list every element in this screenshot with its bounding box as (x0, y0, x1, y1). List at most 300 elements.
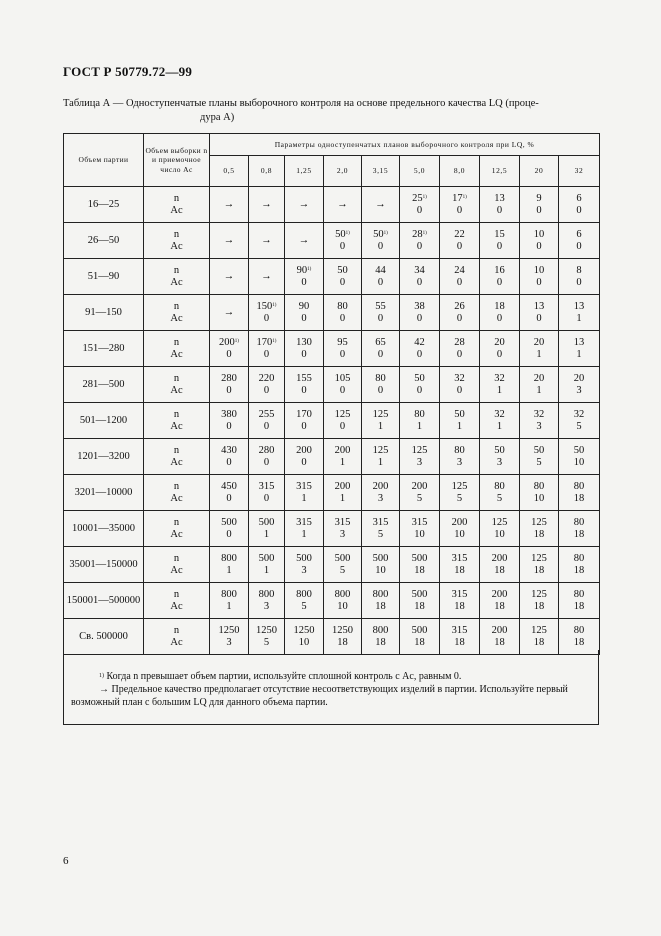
n-ac-label-cell (144, 403, 210, 439)
label-ac: Ac (170, 492, 183, 504)
plan-cell (559, 295, 600, 331)
sample-size-n: 20 (494, 336, 505, 348)
party-size-cell: Св. 500000 (64, 619, 144, 655)
sample-size-n: 255 (258, 408, 275, 420)
plan-cell (324, 583, 362, 619)
plan-cell (480, 547, 520, 583)
acceptance-number-ac: 0 (377, 348, 384, 360)
label-ac: Ac (170, 276, 183, 288)
acceptance-number-ac: 10 (414, 528, 425, 540)
plan-cell (520, 259, 559, 295)
plan-cell (559, 223, 600, 259)
n-ac-label-cell (144, 439, 210, 475)
lq-value-header: 12,5 (480, 156, 520, 187)
acceptance-number-ac: 5 (576, 420, 582, 432)
footnote-mark: 1) (99, 673, 104, 679)
plan-cell (559, 547, 600, 583)
acceptance-number-ac: 0 (226, 348, 232, 360)
acceptance-number-ac: 0 (416, 240, 423, 252)
sample-size-n: 20 (533, 372, 545, 384)
sample-size-n: 170 (256, 336, 273, 348)
acceptance-number-ac: 0 (416, 348, 423, 360)
plan-cell (400, 439, 440, 475)
plan-cell (559, 403, 600, 439)
label-ac: Ac (170, 348, 183, 360)
acceptance-number-ac: 0 (263, 456, 270, 468)
sample-size-n: 150 (256, 300, 273, 312)
plan-cell (210, 295, 249, 331)
arrow-icon: → (261, 234, 272, 246)
acceptance-number-ac: 18 (454, 564, 465, 576)
plan-cell (249, 223, 285, 259)
plan-cell (480, 331, 520, 367)
sample-size-n: 220 (258, 372, 275, 384)
label-n: n (173, 480, 180, 492)
arrow-icon: → (223, 198, 235, 210)
sample-size-n: 24 (454, 264, 465, 276)
plan-cell (400, 547, 440, 583)
acceptance-number-ac: 18 (573, 600, 585, 612)
plan-cell (324, 187, 362, 223)
table-row (64, 583, 600, 619)
plan-cell (285, 331, 324, 367)
sample-size-n: 500 (296, 552, 312, 564)
plan-cell (559, 331, 600, 367)
sample-size-n: 34 (414, 264, 425, 276)
plan-cell (249, 475, 285, 511)
sample-size-n: 315 (451, 624, 468, 636)
sample-size-n: 500 (334, 552, 351, 564)
plan-cell (362, 295, 400, 331)
sample-size-n: 125 (531, 516, 547, 528)
col-header-party: Объем партии (64, 134, 144, 187)
plan-cell (362, 439, 400, 475)
acceptance-number-ac: 1 (576, 348, 582, 360)
acceptance-number-ac: 0 (536, 204, 542, 216)
sample-size-n: 22 (454, 228, 465, 240)
table-row (64, 403, 600, 439)
arrow-icon: → (223, 306, 235, 318)
plan-cell (362, 223, 400, 259)
footnote-ref: 1) (383, 230, 388, 236)
label-n: n (173, 624, 180, 636)
table-row (64, 259, 600, 295)
acceptance-number-ac: 1 (301, 528, 307, 540)
lq-value-header: 3,15 (362, 156, 400, 187)
acceptance-number-ac: 3 (226, 636, 232, 648)
plan-cell (520, 511, 559, 547)
acceptance-number-ac: 18 (573, 564, 585, 576)
plan-cell (520, 403, 559, 439)
acceptance-number-ac: 0 (456, 384, 463, 396)
acceptance-number-ac: 10 (298, 636, 310, 648)
acceptance-number-ac: 0 (263, 384, 270, 396)
sample-size-n: 65 (375, 336, 386, 348)
plan-cell (480, 583, 520, 619)
sample-size-n: 1250 (293, 624, 315, 636)
col-header-params: Параметры одноступенчатых планов выборочного контроля при LQ, % (210, 134, 600, 156)
acceptance-number-ac: 1 (377, 456, 384, 468)
sample-size-n: 32 (494, 372, 505, 384)
n-ac-label-cell (144, 583, 210, 619)
sample-size-n: 50 (373, 228, 384, 240)
sample-size-n: 6 (576, 228, 582, 240)
acceptance-number-ac: 18 (533, 636, 545, 648)
sample-size-n: 18 (494, 300, 505, 312)
plan-cell (324, 547, 362, 583)
sample-size-n: 55 (375, 300, 386, 312)
sample-size-n: 200 (451, 516, 468, 528)
sample-size-n: 125 (411, 444, 428, 456)
sample-size-n: 200 (372, 480, 389, 492)
party-size-cell: 26—50 (64, 223, 144, 259)
acceptance-number-ac: 0 (339, 384, 346, 396)
table-row (64, 223, 600, 259)
acceptance-number-ac: 3 (456, 456, 463, 468)
label-n: n (173, 516, 180, 528)
acceptance-number-ac: 0 (339, 276, 346, 288)
sample-size-n: 32 (573, 408, 585, 420)
acceptance-number-ac: 10 (375, 564, 386, 576)
acceptance-number-ac: 10 (337, 600, 348, 612)
sample-size-n: 80 (573, 552, 585, 564)
sample-size-n: 1250 (256, 624, 277, 636)
sample-size-n: 800 (334, 588, 351, 600)
acceptance-number-ac: 0 (377, 240, 384, 252)
arrow-icon: → (375, 198, 386, 210)
label-n: n (173, 444, 180, 456)
n-ac-label-cell (144, 295, 210, 331)
sample-size-n: 80 (494, 480, 505, 492)
sample-size-n: 32 (533, 408, 545, 420)
plan-cell (285, 475, 324, 511)
arrow-icon: → (261, 270, 272, 282)
acceptance-number-ac: 0 (263, 492, 270, 504)
plan-cell (249, 331, 285, 367)
label-n: n (173, 408, 180, 420)
n-ac-label-cell (144, 547, 210, 583)
plan-cell (480, 511, 520, 547)
sample-size-n: 125 (372, 408, 389, 420)
lq-value-header: 2,0 (324, 156, 362, 187)
sample-size-n: 32 (454, 372, 465, 384)
acceptance-number-ac: 10 (494, 528, 505, 540)
sample-size-n: 90 (298, 300, 310, 312)
label-n: n (173, 192, 180, 204)
acceptance-number-ac: 10 (573, 456, 585, 468)
sample-size-n: 13 (573, 300, 585, 312)
sample-size-n: 315 (334, 516, 351, 528)
sample-size-n: 200 (491, 552, 508, 564)
acceptance-number-ac: 5 (416, 492, 423, 504)
acceptance-number-ac: 3 (536, 420, 542, 432)
table-row (64, 547, 600, 583)
plan-cell (400, 583, 440, 619)
sample-size-n: 80 (573, 588, 585, 600)
party-size-cell: 35001—150000 (64, 547, 144, 583)
sample-size-n: 50 (533, 444, 545, 456)
sample-size-n: 26 (454, 300, 465, 312)
acceptance-number-ac: 0 (226, 456, 232, 468)
sample-size-n: 800 (296, 588, 312, 600)
plan-cell (249, 547, 285, 583)
sample-size-n: 44 (375, 264, 386, 276)
sample-size-n: 280 (221, 372, 237, 384)
plan-cell (559, 583, 600, 619)
footnote-ref: 1) (422, 194, 427, 200)
sample-size-n: 1250 (218, 624, 240, 636)
acceptance-number-ac: 0 (536, 276, 542, 288)
acceptance-number-ac: 0 (339, 312, 346, 324)
arrow-icon: → (223, 234, 235, 246)
plan-cell (285, 583, 324, 619)
acceptance-number-ac: 18 (375, 600, 386, 612)
caption-line-1: Таблица А — Одноступенчатые планы выборочного контроля на основе предельного качества LQ (проце- (63, 98, 539, 109)
acceptance-number-ac: 0 (377, 312, 384, 324)
n-ac-label-cell (144, 331, 210, 367)
acceptance-number-ac: 18 (573, 636, 585, 648)
plan-cell (440, 547, 480, 583)
sample-size-n: 90 (296, 264, 308, 276)
acceptance-number-ac: 18 (533, 600, 545, 612)
footnote-ref: 1) (234, 338, 239, 344)
plan-cell (520, 295, 559, 331)
acceptance-number-ac: 1 (456, 420, 463, 432)
acceptance-number-ac: 1 (496, 420, 503, 432)
plan-cell (249, 403, 285, 439)
acceptance-number-ac: 0 (301, 384, 307, 396)
sample-size-n: 315 (451, 552, 468, 564)
acceptance-number-ac: 5 (456, 492, 463, 504)
acceptance-number-ac: 0 (226, 384, 232, 396)
lq-value-header: 32 (559, 156, 600, 187)
sample-size-n: 800 (372, 624, 389, 636)
plan-cell (249, 259, 285, 295)
acceptance-number-ac: 3 (263, 600, 270, 612)
plan-cell (480, 295, 520, 331)
acceptance-number-ac: 0 (496, 312, 503, 324)
acceptance-number-ac: 3 (339, 528, 346, 540)
acceptance-number-ac: 0 (456, 276, 463, 288)
table-row (64, 295, 600, 331)
plan-cell (559, 511, 600, 547)
sample-size-n: 50 (494, 444, 505, 456)
plan-cell (440, 403, 480, 439)
sample-size-n: 9 (536, 192, 542, 204)
n-ac-label-cell (144, 367, 210, 403)
acceptance-number-ac: 0 (226, 528, 232, 540)
sample-size-n: 170 (296, 408, 312, 420)
sample-size-n: 130 (296, 336, 312, 348)
sample-size-n: 155 (296, 372, 312, 384)
acceptance-number-ac: 0 (576, 276, 582, 288)
sample-size-n: 80 (573, 480, 585, 492)
plan-cell (520, 439, 559, 475)
plan-cell (520, 367, 559, 403)
arrow-icon: → (261, 198, 272, 210)
plan-cell (324, 331, 362, 367)
sample-size-n: 80 (454, 444, 465, 456)
plan-cell (480, 187, 520, 223)
acceptance-number-ac: 18 (573, 492, 585, 504)
plan-cell (362, 511, 400, 547)
plan-cell (440, 583, 480, 619)
plan-cell (249, 583, 285, 619)
plan-cell (210, 511, 249, 547)
label-ac: Ac (170, 456, 183, 468)
footnote-1-text: Когда n превышает объем партии, используйте сплошной контроль с Ac, равным 0. (106, 671, 462, 682)
plan-cell (285, 439, 324, 475)
acceptance-number-ac: 0 (377, 384, 384, 396)
sample-size-n: 6 (576, 192, 582, 204)
plan-cell (480, 223, 520, 259)
plan-cell (400, 187, 440, 223)
acceptance-number-ac: 0 (339, 240, 346, 252)
acceptance-number-ac: 18 (573, 528, 585, 540)
acceptance-number-ac: 0 (301, 348, 307, 360)
plan-cell (440, 475, 480, 511)
plan-cell (210, 367, 249, 403)
plan-cell (559, 187, 600, 223)
plan-cell (324, 511, 362, 547)
sample-size-n: 125 (531, 552, 547, 564)
lq-value-header: 8,0 (440, 156, 480, 187)
plan-cell (285, 403, 324, 439)
arrow-icon: → (298, 234, 310, 246)
lq-value-header: 20 (520, 156, 559, 187)
acceptance-number-ac: 18 (454, 600, 465, 612)
plan-cell (324, 367, 362, 403)
sample-size-n: 280 (258, 444, 275, 456)
plan-cell (362, 583, 400, 619)
sample-size-n: 125 (531, 624, 547, 636)
acceptance-number-ac: 0 (416, 384, 423, 396)
plan-cell (400, 403, 440, 439)
footnote-ref: 1) (307, 266, 312, 272)
footnote-ref: 1) (272, 302, 277, 308)
label-ac: Ac (170, 240, 183, 252)
footnote-ref: 1) (345, 230, 350, 236)
page-number: 6 (63, 855, 69, 867)
party-size-cell: 151—280 (64, 331, 144, 367)
acceptance-number-ac: 18 (494, 636, 505, 648)
acceptance-number-ac: 1 (301, 492, 307, 504)
plan-cell (285, 511, 324, 547)
plan-cell (520, 331, 559, 367)
sample-size-n: 315 (258, 480, 275, 492)
plan-cell (324, 295, 362, 331)
plan-cell (480, 367, 520, 403)
acceptance-number-ac: 5 (377, 528, 384, 540)
plan-cell (210, 403, 249, 439)
n-ac-label-cell (144, 223, 210, 259)
table-row (64, 367, 600, 403)
acceptance-number-ac: 0 (496, 276, 503, 288)
party-size-cell: 150001—500000 (64, 583, 144, 619)
acceptance-number-ac: 5 (263, 636, 270, 648)
acceptance-number-ac: 0 (226, 420, 232, 432)
plan-cell (285, 187, 324, 223)
label-n: n (173, 372, 180, 384)
lq-value-header: 0,8 (249, 156, 285, 187)
plan-cell (324, 439, 362, 475)
acceptance-number-ac: 5 (536, 456, 542, 468)
party-size-cell: 281—500 (64, 367, 144, 403)
acceptance-number-ac: 0 (301, 312, 307, 324)
label-ac: Ac (170, 636, 183, 648)
sample-size-n: 1250 (332, 624, 353, 636)
sample-size-n: 500 (411, 588, 428, 600)
acceptance-number-ac: 1 (496, 384, 503, 396)
plan-cell (400, 259, 440, 295)
n-ac-label-cell (144, 511, 210, 547)
party-size-cell: 1201—3200 (64, 439, 144, 475)
footnote-1 (71, 670, 591, 683)
acceptance-number-ac: 18 (494, 564, 505, 576)
sample-size-n: 80 (375, 372, 386, 384)
plan-cell (210, 439, 249, 475)
plan-cell (400, 295, 440, 331)
plan-cell (559, 439, 600, 475)
lq-value-header: 5,0 (400, 156, 440, 187)
plan-cell (440, 331, 480, 367)
plan-cell (210, 223, 249, 259)
party-size-cell: 91—150 (64, 295, 144, 331)
label-n: n (173, 588, 180, 600)
sample-size-n: 315 (411, 516, 428, 528)
sample-size-n: 200 (411, 480, 428, 492)
sample-size-n: 125 (334, 408, 351, 420)
sample-size-n: 80 (414, 408, 425, 420)
acceptance-number-ac: 0 (496, 240, 503, 252)
sample-size-n: 500 (258, 552, 275, 564)
acceptance-number-ac: 0 (301, 420, 307, 432)
plan-cell (210, 187, 249, 223)
label-n: n (173, 336, 180, 348)
plan-cell (249, 367, 285, 403)
acceptance-number-ac: 1 (536, 348, 542, 360)
plan-cell (440, 367, 480, 403)
sample-size-n: 450 (221, 480, 237, 492)
table-row (64, 439, 600, 475)
footnote-2: → Предельное качество предполагает отсутствие несоответствующих изделий в партии. Используйте первый возможный план с большим LQ для данного объема партии. (71, 684, 568, 708)
acceptance-number-ac: 3 (416, 456, 423, 468)
plan-cell (324, 259, 362, 295)
plan-cell (362, 331, 400, 367)
acceptance-number-ac: 0 (456, 312, 463, 324)
plan-cell (400, 223, 440, 259)
table-caption (63, 97, 598, 125)
acceptance-number-ac: 18 (414, 636, 425, 648)
plan-cell (285, 223, 324, 259)
label-ac: Ac (170, 420, 183, 432)
plan-cell (520, 475, 559, 511)
label-ac: Ac (170, 528, 183, 540)
acceptance-number-ac: 1 (226, 564, 232, 576)
sample-size-n: 42 (414, 336, 425, 348)
acceptance-number-ac: 1 (339, 456, 346, 468)
plan-cell (520, 223, 559, 259)
table-row (64, 187, 600, 223)
acceptance-number-ac: 0 (416, 276, 423, 288)
sample-size-n: 50 (335, 228, 346, 240)
sample-size-n: 800 (258, 588, 275, 600)
acceptance-number-ac: 0 (226, 492, 232, 504)
plan-cell (440, 295, 480, 331)
acceptance-number-ac: 1 (226, 600, 232, 612)
label-n: n (173, 552, 180, 564)
sample-size-n: 200 (296, 444, 312, 456)
